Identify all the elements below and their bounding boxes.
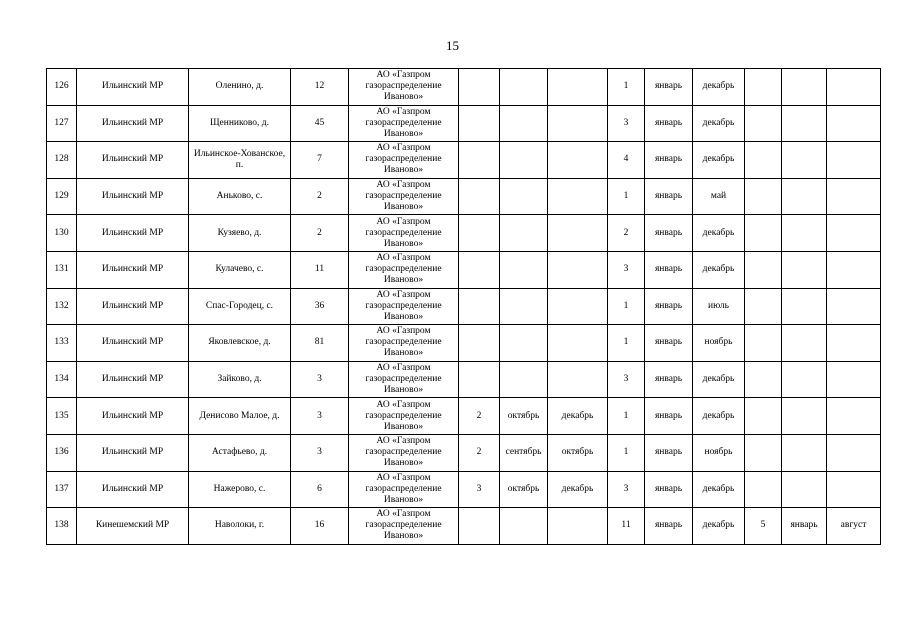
second-end-month-cell — [827, 178, 881, 215]
extra-start-month-cell — [500, 142, 548, 179]
district-cell: Ильинский МР — [77, 105, 189, 142]
extra-end-month-cell — [548, 215, 608, 252]
quantity-cell: 1 — [608, 288, 645, 325]
second-start-month-cell — [782, 251, 827, 288]
extra-end-month-cell — [548, 251, 608, 288]
count-cell: 81 — [291, 325, 349, 362]
count-cell: 12 — [291, 69, 349, 106]
extra-end-month-cell — [548, 69, 608, 106]
quantity-cell: 11 — [608, 508, 645, 545]
start-month-cell: январь — [645, 142, 693, 179]
start-month-cell: январь — [645, 508, 693, 545]
second-count-cell — [745, 398, 782, 435]
extra-start-month-cell — [500, 251, 548, 288]
extra-end-month-cell — [548, 178, 608, 215]
second-end-month-cell — [827, 251, 881, 288]
extra-end-month-cell — [548, 325, 608, 362]
extra-start-month-cell — [500, 288, 548, 325]
table-row — [47, 398, 881, 435]
second-count-cell — [745, 105, 782, 142]
count-cell: 3 — [291, 434, 349, 471]
extra-end-month-cell — [548, 288, 608, 325]
second-end-month-cell — [827, 325, 881, 362]
extra-count-cell — [459, 288, 500, 325]
table-row — [47, 434, 881, 471]
settlement-cell: Наволоки, г. — [189, 508, 291, 545]
second-count-cell — [745, 251, 782, 288]
district-cell: Ильинский МР — [77, 142, 189, 179]
start-month-cell: январь — [645, 434, 693, 471]
extra-start-month-cell: октябрь — [500, 398, 548, 435]
second-start-month-cell — [782, 471, 827, 508]
count-cell: 16 — [291, 508, 349, 545]
end-month-cell: декабрь — [693, 508, 745, 545]
second-start-month-cell — [782, 325, 827, 362]
end-month-cell: ноябрь — [693, 325, 745, 362]
second-count-cell — [745, 142, 782, 179]
second-start-month-cell — [782, 288, 827, 325]
count-cell: 45 — [291, 105, 349, 142]
organization-cell: АО «Газпром газораспределение Иваново» — [349, 471, 459, 508]
organization-cell: АО «Газпром газораспределение Иваново» — [349, 434, 459, 471]
extra-end-month-cell — [548, 508, 608, 545]
second-start-month-cell — [782, 434, 827, 471]
second-count-cell — [745, 288, 782, 325]
second-end-month-cell — [827, 69, 881, 106]
second-end-month-cell — [827, 434, 881, 471]
row-number-cell: 132 — [47, 288, 77, 325]
table-row — [47, 361, 881, 398]
quantity-cell: 4 — [608, 142, 645, 179]
row-number-cell: 126 — [47, 69, 77, 106]
extra-start-month-cell — [500, 178, 548, 215]
settlement-cell: Денисово Малое, д. — [189, 398, 291, 435]
extra-start-month-cell: октябрь — [500, 471, 548, 508]
second-start-month-cell — [782, 215, 827, 252]
settlement-cell: Астафьево, д. — [189, 434, 291, 471]
quantity-cell: 3 — [608, 251, 645, 288]
start-month-cell: январь — [645, 178, 693, 215]
extra-count-cell — [459, 215, 500, 252]
extra-count-cell — [459, 69, 500, 106]
organization-cell: АО «Газпром газораспределение Иваново» — [349, 142, 459, 179]
end-month-cell: декабрь — [693, 361, 745, 398]
start-month-cell: январь — [645, 215, 693, 252]
second-end-month-cell: август — [827, 508, 881, 545]
second-start-month-cell: январь — [782, 508, 827, 545]
quantity-cell: 2 — [608, 215, 645, 252]
row-number-cell: 134 — [47, 361, 77, 398]
second-start-month-cell — [782, 398, 827, 435]
table-row — [47, 325, 881, 362]
extra-count-cell — [459, 325, 500, 362]
table-row — [47, 471, 881, 508]
district-cell: Ильинский МР — [77, 178, 189, 215]
row-number-cell: 128 — [47, 142, 77, 179]
end-month-cell: декабрь — [693, 398, 745, 435]
start-month-cell: январь — [645, 471, 693, 508]
count-cell: 6 — [291, 471, 349, 508]
second-end-month-cell — [827, 215, 881, 252]
second-start-month-cell — [782, 361, 827, 398]
extra-end-month-cell — [548, 105, 608, 142]
district-cell: Ильинский МР — [77, 251, 189, 288]
quantity-cell: 1 — [608, 69, 645, 106]
extra-end-month-cell: декабрь — [548, 471, 608, 508]
page-number: 15 — [446, 38, 459, 53]
extra-count-cell: 2 — [459, 434, 500, 471]
settlement-cell: Спас-Городец, с. — [189, 288, 291, 325]
settlement-cell: Аньково, с. — [189, 178, 291, 215]
organization-cell: АО «Газпром газораспределение Иваново» — [349, 325, 459, 362]
settlement-cell: Щенниково, д. — [189, 105, 291, 142]
extra-start-month-cell — [500, 361, 548, 398]
schedule-table — [46, 68, 881, 545]
start-month-cell: январь — [645, 69, 693, 106]
extra-count-cell: 2 — [459, 398, 500, 435]
count-cell: 11 — [291, 251, 349, 288]
settlement-cell: Кузяево, д. — [189, 215, 291, 252]
start-month-cell: январь — [645, 251, 693, 288]
settlement-cell: Яковлевское, д. — [189, 325, 291, 362]
end-month-cell: май — [693, 178, 745, 215]
quantity-cell: 1 — [608, 178, 645, 215]
table-row — [47, 69, 881, 106]
second-end-month-cell — [827, 398, 881, 435]
quantity-cell: 3 — [608, 105, 645, 142]
count-cell: 2 — [291, 215, 349, 252]
second-count-cell — [745, 178, 782, 215]
second-start-month-cell — [782, 69, 827, 106]
organization-cell: АО «Газпром газораспределение Иваново» — [349, 178, 459, 215]
start-month-cell: январь — [645, 105, 693, 142]
table-row — [47, 288, 881, 325]
extra-start-month-cell: сентябрь — [500, 434, 548, 471]
second-end-month-cell — [827, 142, 881, 179]
row-number-cell: 130 — [47, 215, 77, 252]
second-count-cell — [745, 361, 782, 398]
table-row — [47, 508, 881, 545]
district-cell: Ильинский МР — [77, 471, 189, 508]
count-cell: 3 — [291, 361, 349, 398]
second-end-month-cell — [827, 361, 881, 398]
second-start-month-cell — [782, 178, 827, 215]
table-row — [47, 105, 881, 142]
quantity-cell: 1 — [608, 398, 645, 435]
count-cell: 2 — [291, 178, 349, 215]
extra-count-cell — [459, 251, 500, 288]
extra-count-cell — [459, 178, 500, 215]
district-cell: Ильинский МР — [77, 288, 189, 325]
count-cell: 3 — [291, 398, 349, 435]
extra-start-month-cell — [500, 508, 548, 545]
second-count-cell: 5 — [745, 508, 782, 545]
end-month-cell: декабрь — [693, 471, 745, 508]
extra-count-cell — [459, 361, 500, 398]
second-start-month-cell — [782, 105, 827, 142]
organization-cell: АО «Газпром газораспределение Иваново» — [349, 69, 459, 106]
quantity-cell: 3 — [608, 471, 645, 508]
extra-count-cell — [459, 508, 500, 545]
district-cell: Ильинский МР — [77, 398, 189, 435]
settlement-cell: Кулачево, с. — [189, 251, 291, 288]
second-end-month-cell — [827, 288, 881, 325]
row-number-cell: 137 — [47, 471, 77, 508]
organization-cell: АО «Газпром газораспределение Иваново» — [349, 105, 459, 142]
row-number-cell: 135 — [47, 398, 77, 435]
quantity-cell: 3 — [608, 361, 645, 398]
start-month-cell: январь — [645, 288, 693, 325]
row-number-cell: 136 — [47, 434, 77, 471]
district-cell: Ильинский МР — [77, 434, 189, 471]
settlement-cell: Зайково, д. — [189, 361, 291, 398]
settlement-cell: Нажерово, с. — [189, 471, 291, 508]
second-count-cell — [745, 471, 782, 508]
district-cell: Ильинский МР — [77, 69, 189, 106]
extra-count-cell: 3 — [459, 471, 500, 508]
second-count-cell — [745, 69, 782, 106]
quantity-cell: 1 — [608, 325, 645, 362]
table-row — [47, 142, 881, 179]
district-cell: Ильинский МР — [77, 215, 189, 252]
row-number-cell: 138 — [47, 508, 77, 545]
second-end-month-cell — [827, 105, 881, 142]
extra-start-month-cell — [500, 215, 548, 252]
district-cell: Кинешемский МР — [77, 508, 189, 545]
start-month-cell: январь — [645, 361, 693, 398]
quantity-cell: 1 — [608, 434, 645, 471]
extra-end-month-cell: декабрь — [548, 398, 608, 435]
table-row — [47, 251, 881, 288]
count-cell: 7 — [291, 142, 349, 179]
extra-start-month-cell — [500, 325, 548, 362]
extra-count-cell — [459, 142, 500, 179]
start-month-cell: январь — [645, 325, 693, 362]
second-start-month-cell — [782, 142, 827, 179]
start-month-cell: январь — [645, 398, 693, 435]
extra-count-cell — [459, 105, 500, 142]
extra-end-month-cell — [548, 361, 608, 398]
extra-start-month-cell — [500, 105, 548, 142]
row-number-cell: 127 — [47, 105, 77, 142]
organization-cell: АО «Газпром газораспределение Иваново» — [349, 508, 459, 545]
count-cell: 36 — [291, 288, 349, 325]
extra-end-month-cell — [548, 142, 608, 179]
second-count-cell — [745, 215, 782, 252]
table-row — [47, 178, 881, 215]
row-number-cell: 133 — [47, 325, 77, 362]
district-cell: Ильинский МР — [77, 361, 189, 398]
settlement-cell: Ильинское-Хованское, п. — [189, 142, 291, 179]
end-month-cell: июль — [693, 288, 745, 325]
settlement-cell: Оленино, д. — [189, 69, 291, 106]
end-month-cell: ноябрь — [693, 434, 745, 471]
organization-cell: АО «Газпром газораспределение Иваново» — [349, 361, 459, 398]
row-number-cell: 131 — [47, 251, 77, 288]
end-month-cell: декабрь — [693, 251, 745, 288]
extra-end-month-cell: октябрь — [548, 434, 608, 471]
row-number-cell: 129 — [47, 178, 77, 215]
organization-cell: АО «Газпром газораспределение Иваново» — [349, 398, 459, 435]
second-end-month-cell — [827, 471, 881, 508]
organization-cell: АО «Газпром газораспределение Иваново» — [349, 288, 459, 325]
second-count-cell — [745, 434, 782, 471]
second-count-cell — [745, 325, 782, 362]
extra-start-month-cell — [500, 69, 548, 106]
organization-cell: АО «Газпром газораспределение Иваново» — [349, 251, 459, 288]
end-month-cell: декабрь — [693, 105, 745, 142]
table-row — [47, 215, 881, 252]
organization-cell: АО «Газпром газораспределение Иваново» — [349, 215, 459, 252]
district-cell: Ильинский МР — [77, 325, 189, 362]
end-month-cell: декабрь — [693, 69, 745, 106]
end-month-cell: декабрь — [693, 142, 745, 179]
end-month-cell: декабрь — [693, 215, 745, 252]
